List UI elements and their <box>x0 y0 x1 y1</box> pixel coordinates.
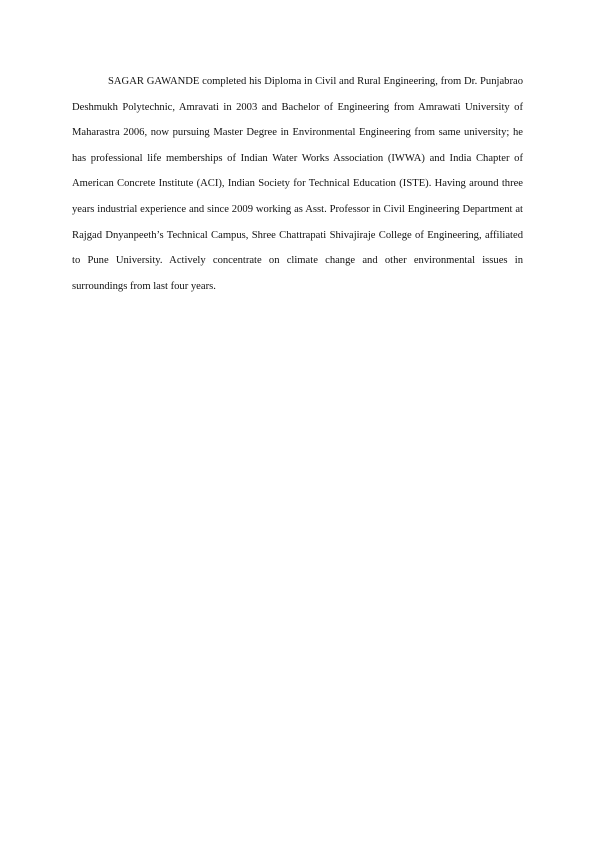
author-bio-paragraph: SAGAR GAWANDE completed his Diploma in Civil and Rural Engineering, from Dr. Punjabrao Deshmukh Polytechnic, Amravati in 2003 and Bachelor of Engineering from Amrawati University of Maharastra 2006, now pursuing Master Degree in Environmental Engineering from same university; he has professional life memberships of Indian Water Works Association (IWWA) and India Chapter of American Concrete Institute (ACI), Indian Society for Technical Education (ISTE). Having around three years industrial experience and since 2009 working as Asst. Professor in Civil Engineering Department at Rajgad Dnyanpeeth’s Technical Campus, Shree Chattrapati Shivajiraje College of Engineering, affiliated to Pune University. Actively concentrate on climate change and other environmental issues in surroundings from last four years. <box>72 76 523 292</box>
